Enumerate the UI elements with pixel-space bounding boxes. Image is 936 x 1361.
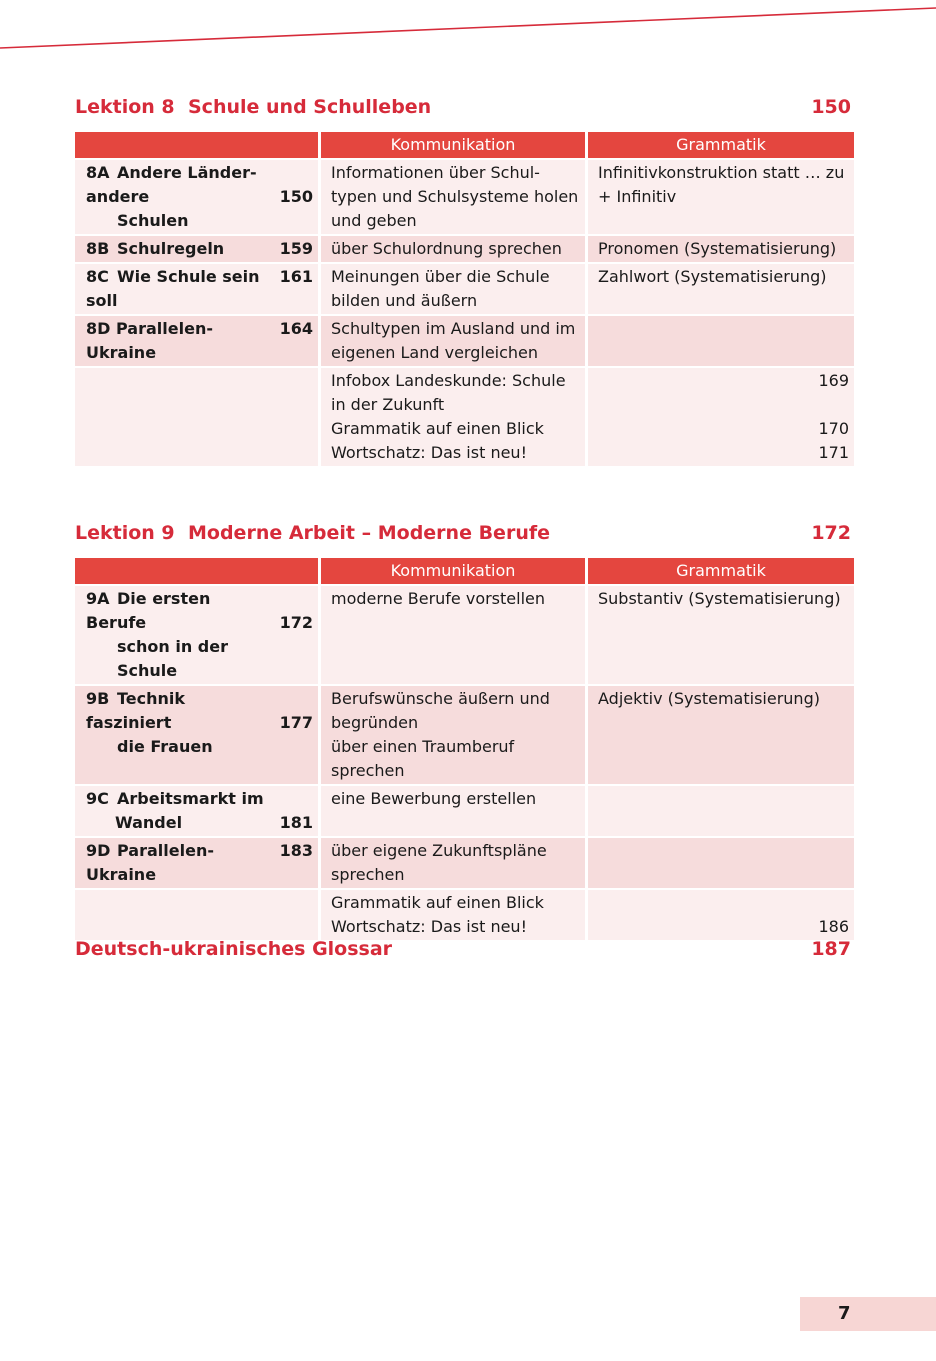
lesson-8-table	[72, 130, 857, 468]
unit-cell	[75, 160, 318, 234]
unit-title-line2: die Frauen	[117, 737, 213, 756]
kommunikation-item: über einen Traumberuf sprechen	[331, 737, 515, 780]
header-blank-cell	[75, 132, 318, 158]
unit-page: 164	[279, 319, 313, 338]
grammatik-cell: Pronomen (Systematisierung)	[588, 236, 854, 262]
lesson-page: 172	[811, 522, 851, 544]
unit-code: 9A	[86, 589, 110, 608]
unit-cell	[75, 686, 318, 784]
unit-page: 181	[279, 813, 313, 832]
grammatik-cell: Adjektiv (Systematisierung)	[588, 686, 854, 784]
header-kommunikation: Kommunikation	[321, 558, 585, 584]
unit-code: 8A	[86, 163, 110, 182]
unit-title: Parallelen-Ukraine	[86, 319, 213, 362]
kommunikation-item: Berufswünsche äußern und begründen	[331, 689, 550, 732]
table-row	[75, 264, 854, 314]
top-rule	[0, 0, 936, 60]
kommunikation-cell: eine Bewerbung erstellen	[321, 786, 585, 836]
table-row	[75, 586, 854, 684]
header-grammatik: Grammatik	[588, 558, 854, 584]
grammatik-cell: Infinitivkonstruktion statt … zu + Infinitiv	[588, 160, 854, 234]
kommunikation-cell: Meinungen über die Schule bilden und äußern	[321, 264, 585, 314]
unit-cell	[75, 316, 318, 366]
unit-page: 172	[279, 613, 313, 632]
header-kommunikation: Kommunikation	[321, 132, 585, 158]
unit-title: Wie Schule sein soll	[86, 267, 260, 310]
lesson-9-heading	[75, 520, 851, 546]
unit-code: 8D	[86, 319, 111, 338]
unit-code: 9D	[86, 841, 111, 860]
glossary-page: 187	[811, 938, 851, 960]
page-number: 7	[800, 1297, 936, 1331]
unit-code: 8B	[86, 239, 110, 258]
unit-page: 159	[279, 239, 313, 258]
kommunikation-cell: über eigene Zukunftspläne sprechen	[321, 838, 585, 888]
unit-code: 9B	[86, 689, 110, 708]
extra-item: Grammatik auf einen Blick	[331, 419, 544, 438]
extra-item: Grammatik auf einen Blick	[331, 893, 544, 912]
unit-title: Schulregeln	[117, 239, 225, 258]
unit-cell	[75, 838, 318, 888]
unit-title: Parallelen-Ukraine	[86, 841, 214, 884]
grammatik-cell: Substantiv (Systematisierung)	[588, 586, 854, 684]
kommunikation-cell: moderne Berufe vorstellen	[321, 586, 585, 684]
extra-page: 169	[818, 371, 849, 390]
extra-page: 171	[818, 443, 849, 462]
header-blank-cell	[75, 558, 318, 584]
extra-page: 170	[818, 419, 849, 438]
extra-pages-cell	[588, 368, 854, 466]
table-header-row	[75, 558, 854, 584]
spacer	[599, 393, 849, 417]
grammatik-cell	[588, 316, 854, 366]
unit-page: 161	[279, 267, 313, 286]
table-row	[75, 686, 854, 784]
extra-item: Infobox Landeskunde: Schule in der Zukunft	[331, 371, 566, 414]
table-row	[75, 890, 854, 940]
unit-page: 183	[279, 841, 313, 860]
lesson-label: Lektion 9	[75, 522, 175, 544]
extra-item: Wortschatz: Das ist neu!	[331, 443, 527, 462]
extra-items-cell	[321, 890, 585, 940]
lesson-9-table	[72, 556, 857, 942]
grammatik-cell: Zahlwort (Systematisierung)	[588, 264, 854, 314]
table-row	[75, 160, 854, 234]
unit-title: Andere Länder-andere	[86, 163, 257, 206]
table-row	[75, 838, 854, 888]
glossary-title: Deutsch-ukrainisches Glossar	[75, 938, 393, 960]
lesson-label: Lektion 8	[75, 96, 175, 118]
lesson-title: Schule und Schulleben	[188, 96, 432, 118]
unit-cell	[75, 236, 318, 262]
unit-cell	[75, 586, 318, 684]
extra-pages-cell	[588, 890, 854, 940]
kommunikation-cell: Informationen über Schul-typen und Schulsysteme holen und geben	[321, 160, 585, 234]
extra-page	[599, 891, 849, 915]
table-row	[75, 236, 854, 262]
kommunikation-cell: über Schulordnung sprechen	[321, 236, 585, 262]
extra-item: Wortschatz: Das ist neu!	[331, 917, 527, 936]
unit-page: 177	[279, 713, 313, 732]
unit-cell	[75, 786, 318, 836]
unit-page: 150	[279, 187, 313, 206]
unit-title-line2: Wandel	[115, 813, 183, 832]
header-grammatik: Grammatik	[588, 132, 854, 158]
kommunikation-cell	[321, 686, 585, 784]
unit-cell	[75, 264, 318, 314]
table-header-row	[75, 132, 854, 158]
grammatik-cell	[588, 838, 854, 888]
extra-items-cell	[321, 368, 585, 466]
glossary-heading	[75, 936, 851, 962]
extra-page: 186	[818, 917, 849, 936]
lesson-title: Moderne Arbeit – Moderne Berufe	[188, 522, 550, 544]
table-row	[75, 316, 854, 366]
grammatik-cell	[588, 786, 854, 836]
kommunikation-cell: Schultypen im Ausland und im eigenen Land vergleichen	[321, 316, 585, 366]
table-row	[75, 786, 854, 836]
lesson-page: 150	[811, 96, 851, 118]
empty-cell	[75, 890, 318, 940]
unit-code: 8C	[86, 267, 109, 286]
unit-title-line2: Schulen	[117, 211, 189, 230]
unit-code: 9C	[86, 789, 109, 808]
lesson-8-heading	[75, 94, 851, 120]
empty-cell	[75, 368, 318, 466]
unit-title-line2: schon in der Schule	[117, 637, 228, 680]
unit-title: Die ersten Berufe	[86, 589, 211, 632]
table-row	[75, 368, 854, 466]
unit-title: Technik fasziniert	[86, 689, 186, 732]
unit-title: Arbeitsmarkt im	[117, 789, 264, 808]
